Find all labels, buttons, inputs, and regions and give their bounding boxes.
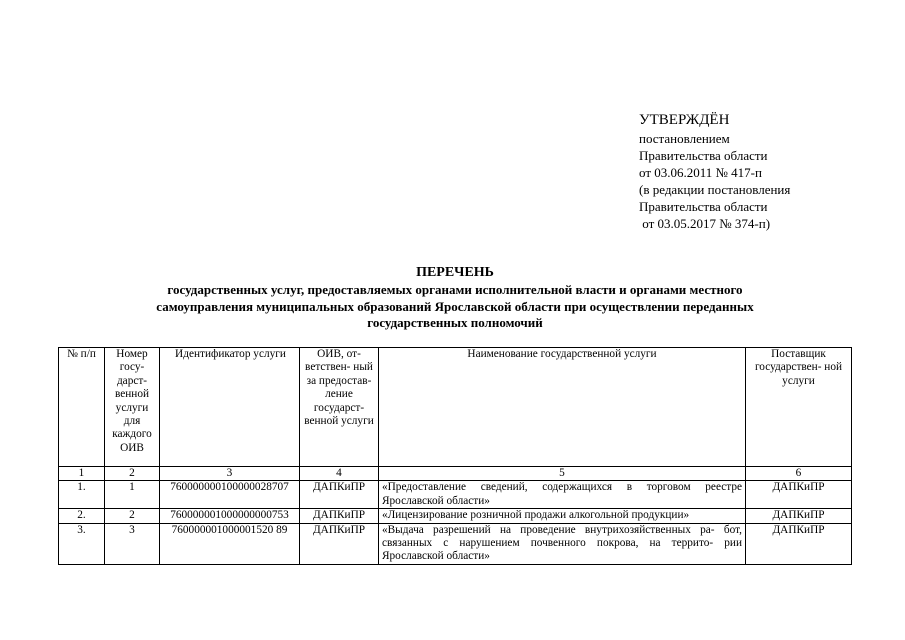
document-title: ПЕРЕЧЕНЬ — [416, 265, 494, 280]
cell-service-number: 2 — [105, 509, 160, 523]
cell-provider: ДАПКиПР — [746, 523, 852, 564]
cell-service-name: «Предоставление сведений, содержащихся в торговом реестре Ярославской области» — [379, 481, 746, 509]
column-number: 1 — [59, 467, 105, 481]
approval-line: Правительства области — [639, 148, 768, 163]
cell-service-number: 3 — [105, 523, 160, 564]
column-number: 3 — [160, 467, 300, 481]
cell-provider: ДАПКиПР — [746, 481, 852, 509]
cell-service-number: 1 — [105, 481, 160, 509]
cell-oiv: ДАПКиПР — [300, 523, 379, 564]
cell-identifier: 760000000100000028707 — [160, 481, 300, 509]
column-header-provider: Поставщик государствен- ной услуги — [746, 348, 852, 467]
cell-service-name: «Выдача разрешений на проведение внутрихозяйственных ра- бот, связанных с нарушением почвенного покрова, на террито- рии Ярославской области» — [379, 523, 746, 564]
cell-oiv: ДАПКиПР — [300, 481, 379, 509]
cell-num: 2. — [59, 509, 105, 523]
approval-line: Правительства области — [639, 199, 768, 214]
column-header-service-name: Наименование государственной услуги — [379, 348, 746, 467]
document-subtitle-line: самоуправления муниципальных образований Ярославской области при осуществлении переданных — [156, 298, 754, 314]
column-number: 2 — [105, 467, 160, 481]
cell-oiv: ДАПКиПР — [300, 509, 379, 523]
approval-block — [639, 111, 879, 232]
cell-provider: ДАПКиПР — [746, 509, 852, 523]
table-row — [59, 509, 852, 523]
column-header-identifier: Идентификатор услуги — [160, 348, 300, 467]
cell-identifier: 760000001000000000753 — [160, 509, 300, 523]
approval-line: от 03.06.2011 № 417-п — [639, 165, 762, 180]
approval-title: УТВЕРЖДЁН — [639, 112, 730, 128]
column-number: 4 — [300, 467, 379, 481]
cell-num: 3. — [59, 523, 105, 564]
services-table — [58, 347, 852, 565]
table-header-row — [59, 348, 852, 467]
column-header-oiv: ОИВ, от- ветствен- ный за предостав- ление государст- венной услуги — [300, 348, 379, 467]
cell-identifier: 760000001000001520 89 — [160, 523, 300, 564]
document-subtitle-line: государственных полномочий — [367, 315, 543, 330]
column-header-service-number: Номер госу- дарст- венной услуги для каждого ОИВ — [105, 348, 160, 467]
table-row — [59, 523, 852, 564]
cell-num: 1. — [59, 481, 105, 509]
table-column-number-row — [59, 467, 852, 481]
column-number: 6 — [746, 467, 852, 481]
table-row — [59, 481, 852, 509]
document-subtitle-line: государственных услуг, предоставляемых органами исполнительной власти и органами местного — [167, 282, 743, 297]
approval-line: от 03.05.2017 № 374-п) — [639, 216, 771, 231]
column-number: 5 — [379, 467, 746, 481]
cell-service-name: «Лицензирование розничной продажи алкогольной продукции» — [379, 509, 746, 523]
approval-line: (в редакции постановления — [639, 182, 791, 197]
column-header-num: № п/п — [59, 348, 105, 467]
approval-line: постановлением — [639, 131, 730, 146]
document-heading — [95, 264, 815, 332]
